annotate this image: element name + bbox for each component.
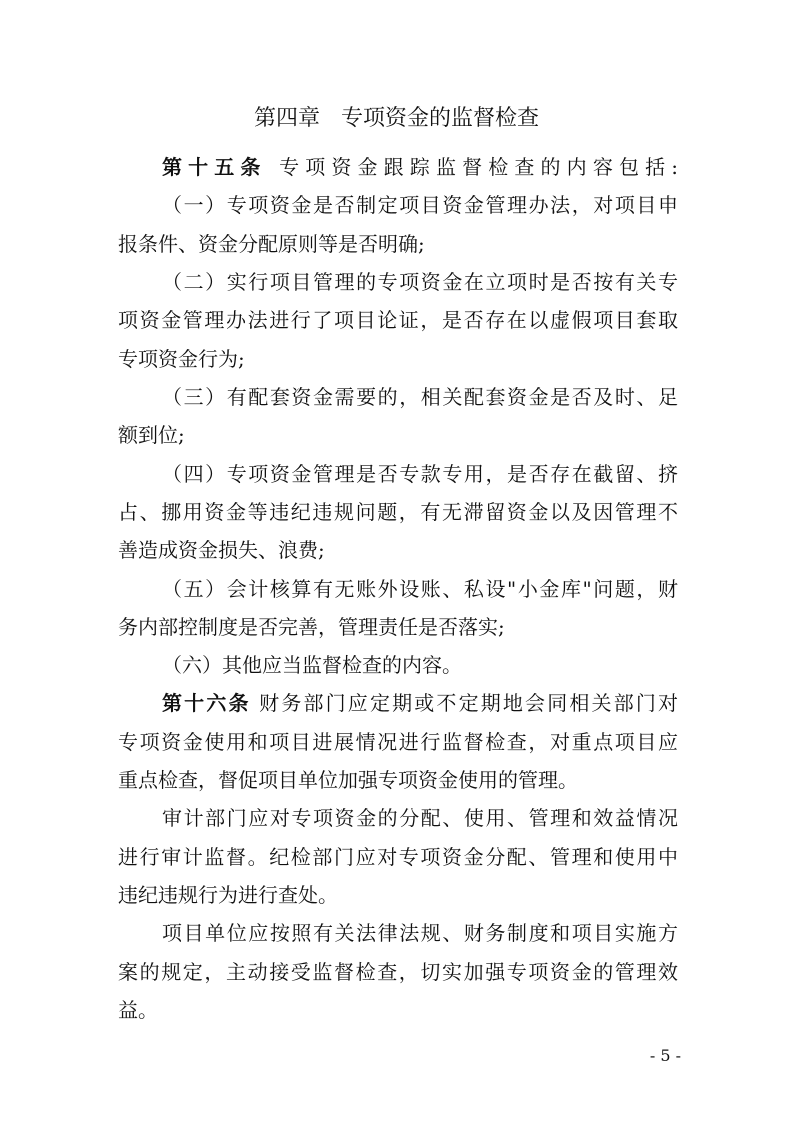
line-text: 专项资金跟踪监督检查的内容包括: <box>266 155 678 179</box>
page-number: - 5 - <box>649 1046 681 1065</box>
paragraph-line: 报条件、资金分配原则等是否明确; <box>118 232 425 256</box>
paragraph-line: 项目单位应按照有关法律法规、财务制度和项目实施方 <box>162 921 678 945</box>
article-label: 第十五条 <box>162 155 267 179</box>
paragraph-line: （四）专项资金管理是否专款专用，是否存在截留、挤 <box>162 462 678 486</box>
chapter-title: 第四章 专项资金的监督检查 <box>254 106 539 131</box>
paragraph-line: 违纪违规行为进行查处。 <box>118 883 338 907</box>
paragraph-line: 重点检查，督促项目单位加强专项资金使用的管理。 <box>118 768 578 792</box>
paragraph-line: 额到位; <box>118 423 185 447</box>
paragraph-line: 善造成资金损失、浪费; <box>118 538 325 562</box>
paragraph-line: 案的规定，主动接受监督检查，切实加强专项资金的管理效 <box>118 960 678 984</box>
paragraph-line <box>162 688 678 718</box>
paragraph-line: 占、挪用资金等违纪违规问题，有无滞留资金以及因管理不 <box>118 500 678 524</box>
paragraph-line: （二）实行项目管理的专项资金在立项时是否按有关专 <box>162 270 678 294</box>
paragraph-line <box>162 152 678 182</box>
paragraph-line: 务内部控制度是否完善，管理责任是否落实; <box>118 615 505 639</box>
paragraph-line: （六）其他应当监督检查的内容。 <box>162 653 462 677</box>
article-label: 第十六条 <box>162 691 251 715</box>
paragraph-line: （三）有配套资金需要的，相关配套资金是否及时、足 <box>162 385 678 409</box>
paragraph-line: 益。 <box>118 998 158 1022</box>
paragraph-line: （五）会计核算有无账外设账、私设"小金库"问题，财 <box>162 577 678 601</box>
paragraph-line: 进行审计监督。纪检部门应对专项资金分配、管理和使用中 <box>118 845 678 869</box>
paragraph-line: 专项资金使用和项目进展情况进行监督检查，对重点项目应 <box>118 730 678 754</box>
line-text: 财务部门应定期或不定期地会同相关部门对 <box>250 691 679 715</box>
paragraph-line: 专项资金行为; <box>118 347 245 371</box>
paragraph-line: （一）专项资金是否制定项目资金管理办法，对项目申 <box>162 193 678 217</box>
paragraph-line: 审计部门应对专项资金的分配、使用、管理和效益情况 <box>162 806 678 830</box>
paragraph-line: 项资金管理办法进行了项目论证，是否存在以虚假项目套取 <box>118 308 678 332</box>
